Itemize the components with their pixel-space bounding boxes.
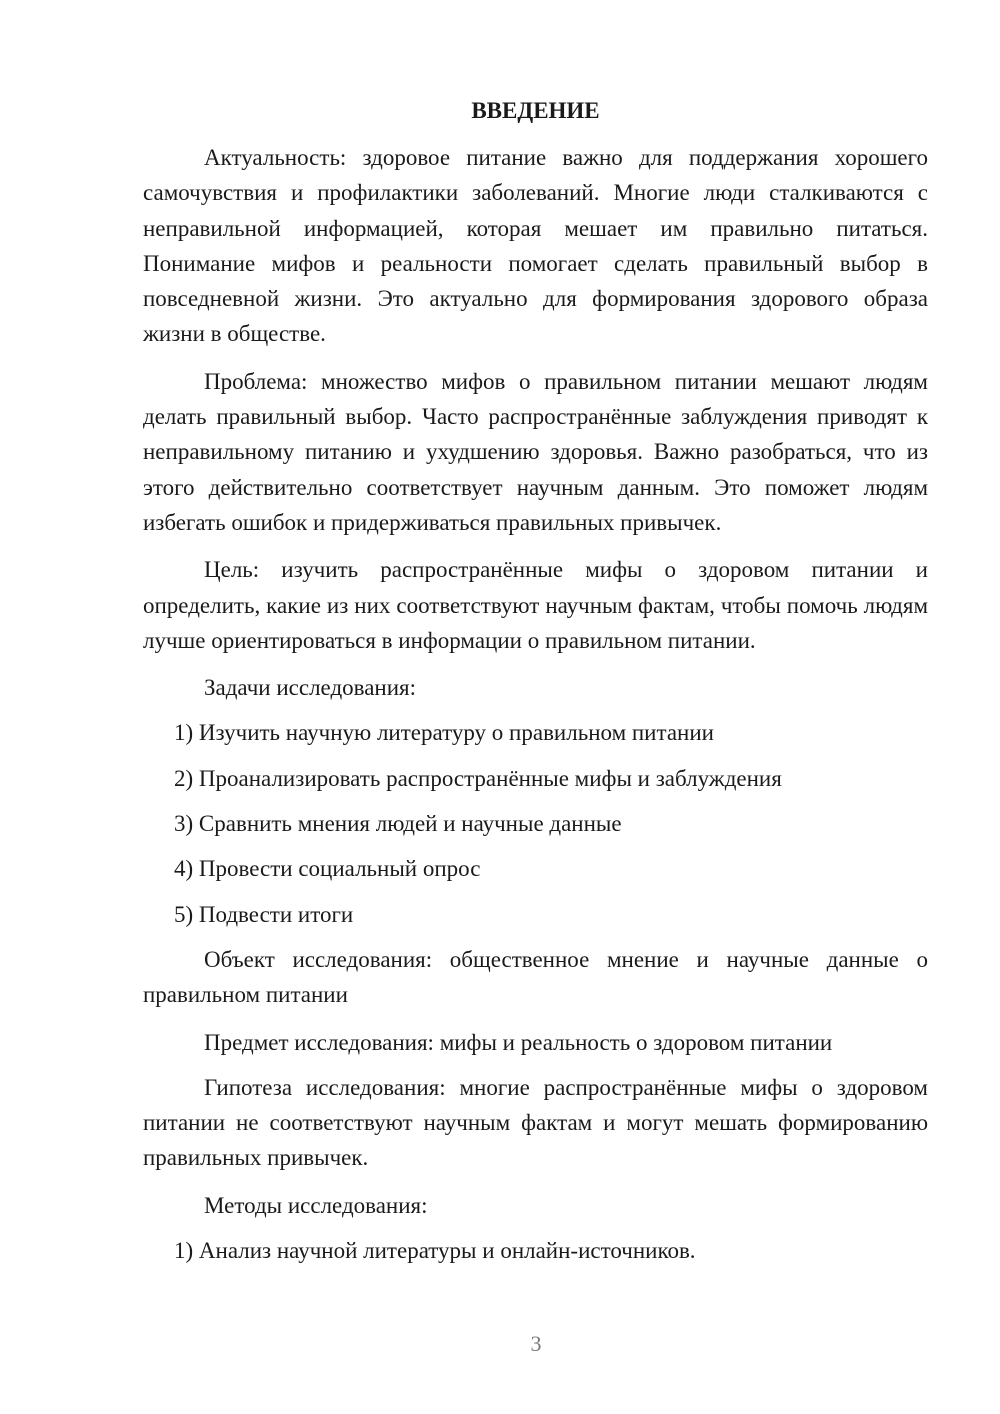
paragraph-object: Объект исследования: общественное мнение и научные данные о правильном питании <box>143 946 928 1008</box>
task-item: 1) Изучить научную литературу о правильном питании <box>174 720 714 746</box>
page-number: 3 <box>530 1331 542 1356</box>
section-heading: ВВЕДЕНИЕ <box>471 98 600 123</box>
paragraph-goal: Цель: изучить распространённые мифы о здоровом питании и определить, какие из них соответствуют научным фактам, чтобы помочь людям лучше ориентироваться в информации о правильном питании. <box>143 557 928 653</box>
paragraph-relevance: Актуальность: здоровое питание важно для поддержания хорошего самочувствия и профилактики заболеваний. Многие люди сталкиваются с неправильной информацией, которая мешает им правильно питаться. Понимание мифов и реальности помогает сделать правильный выбор в повседневной жизни. Это актуально для формирования здорового образа жизни в обществе. <box>143 145 928 347</box>
tasks-title: Задачи исследования: <box>204 675 417 701</box>
methods-title: Методы исследования: <box>204 1192 428 1218</box>
task-item: 5) Подвести итоги <box>174 901 354 927</box>
paragraph-problem: Проблема: множество мифов о правильном питании мешают людям делать правильный выбор. Часто распространённые заблуждения приводят к неправильному питанию и ухудшению здоровья. Важно разобраться, что из этого действительно соответствует научным данным. Это поможет людям избегать ошибок и придерживаться правильных привычек. <box>143 368 928 535</box>
page-content <box>143 93 928 1278</box>
task-item: 2) Проанализировать распространённые мифы и заблуждения <box>174 765 782 791</box>
task-item: 3) Сравнить мнения людей и научные данные <box>174 811 622 837</box>
task-item: 4) Провести социальный опрос <box>174 856 481 882</box>
method-item: 1) Анализ научной литературы и онлайн-источников. <box>174 1238 696 1264</box>
paragraph-subject: Предмет исследования: мифы и реальность о здоровом питании <box>204 1029 833 1055</box>
paragraph-hypothesis: Гипотеза исследования: многие распространённые мифы о здоровом питании не соответствуют научным фактам и могут мешать формированию правильных привычек. <box>143 1074 928 1171</box>
